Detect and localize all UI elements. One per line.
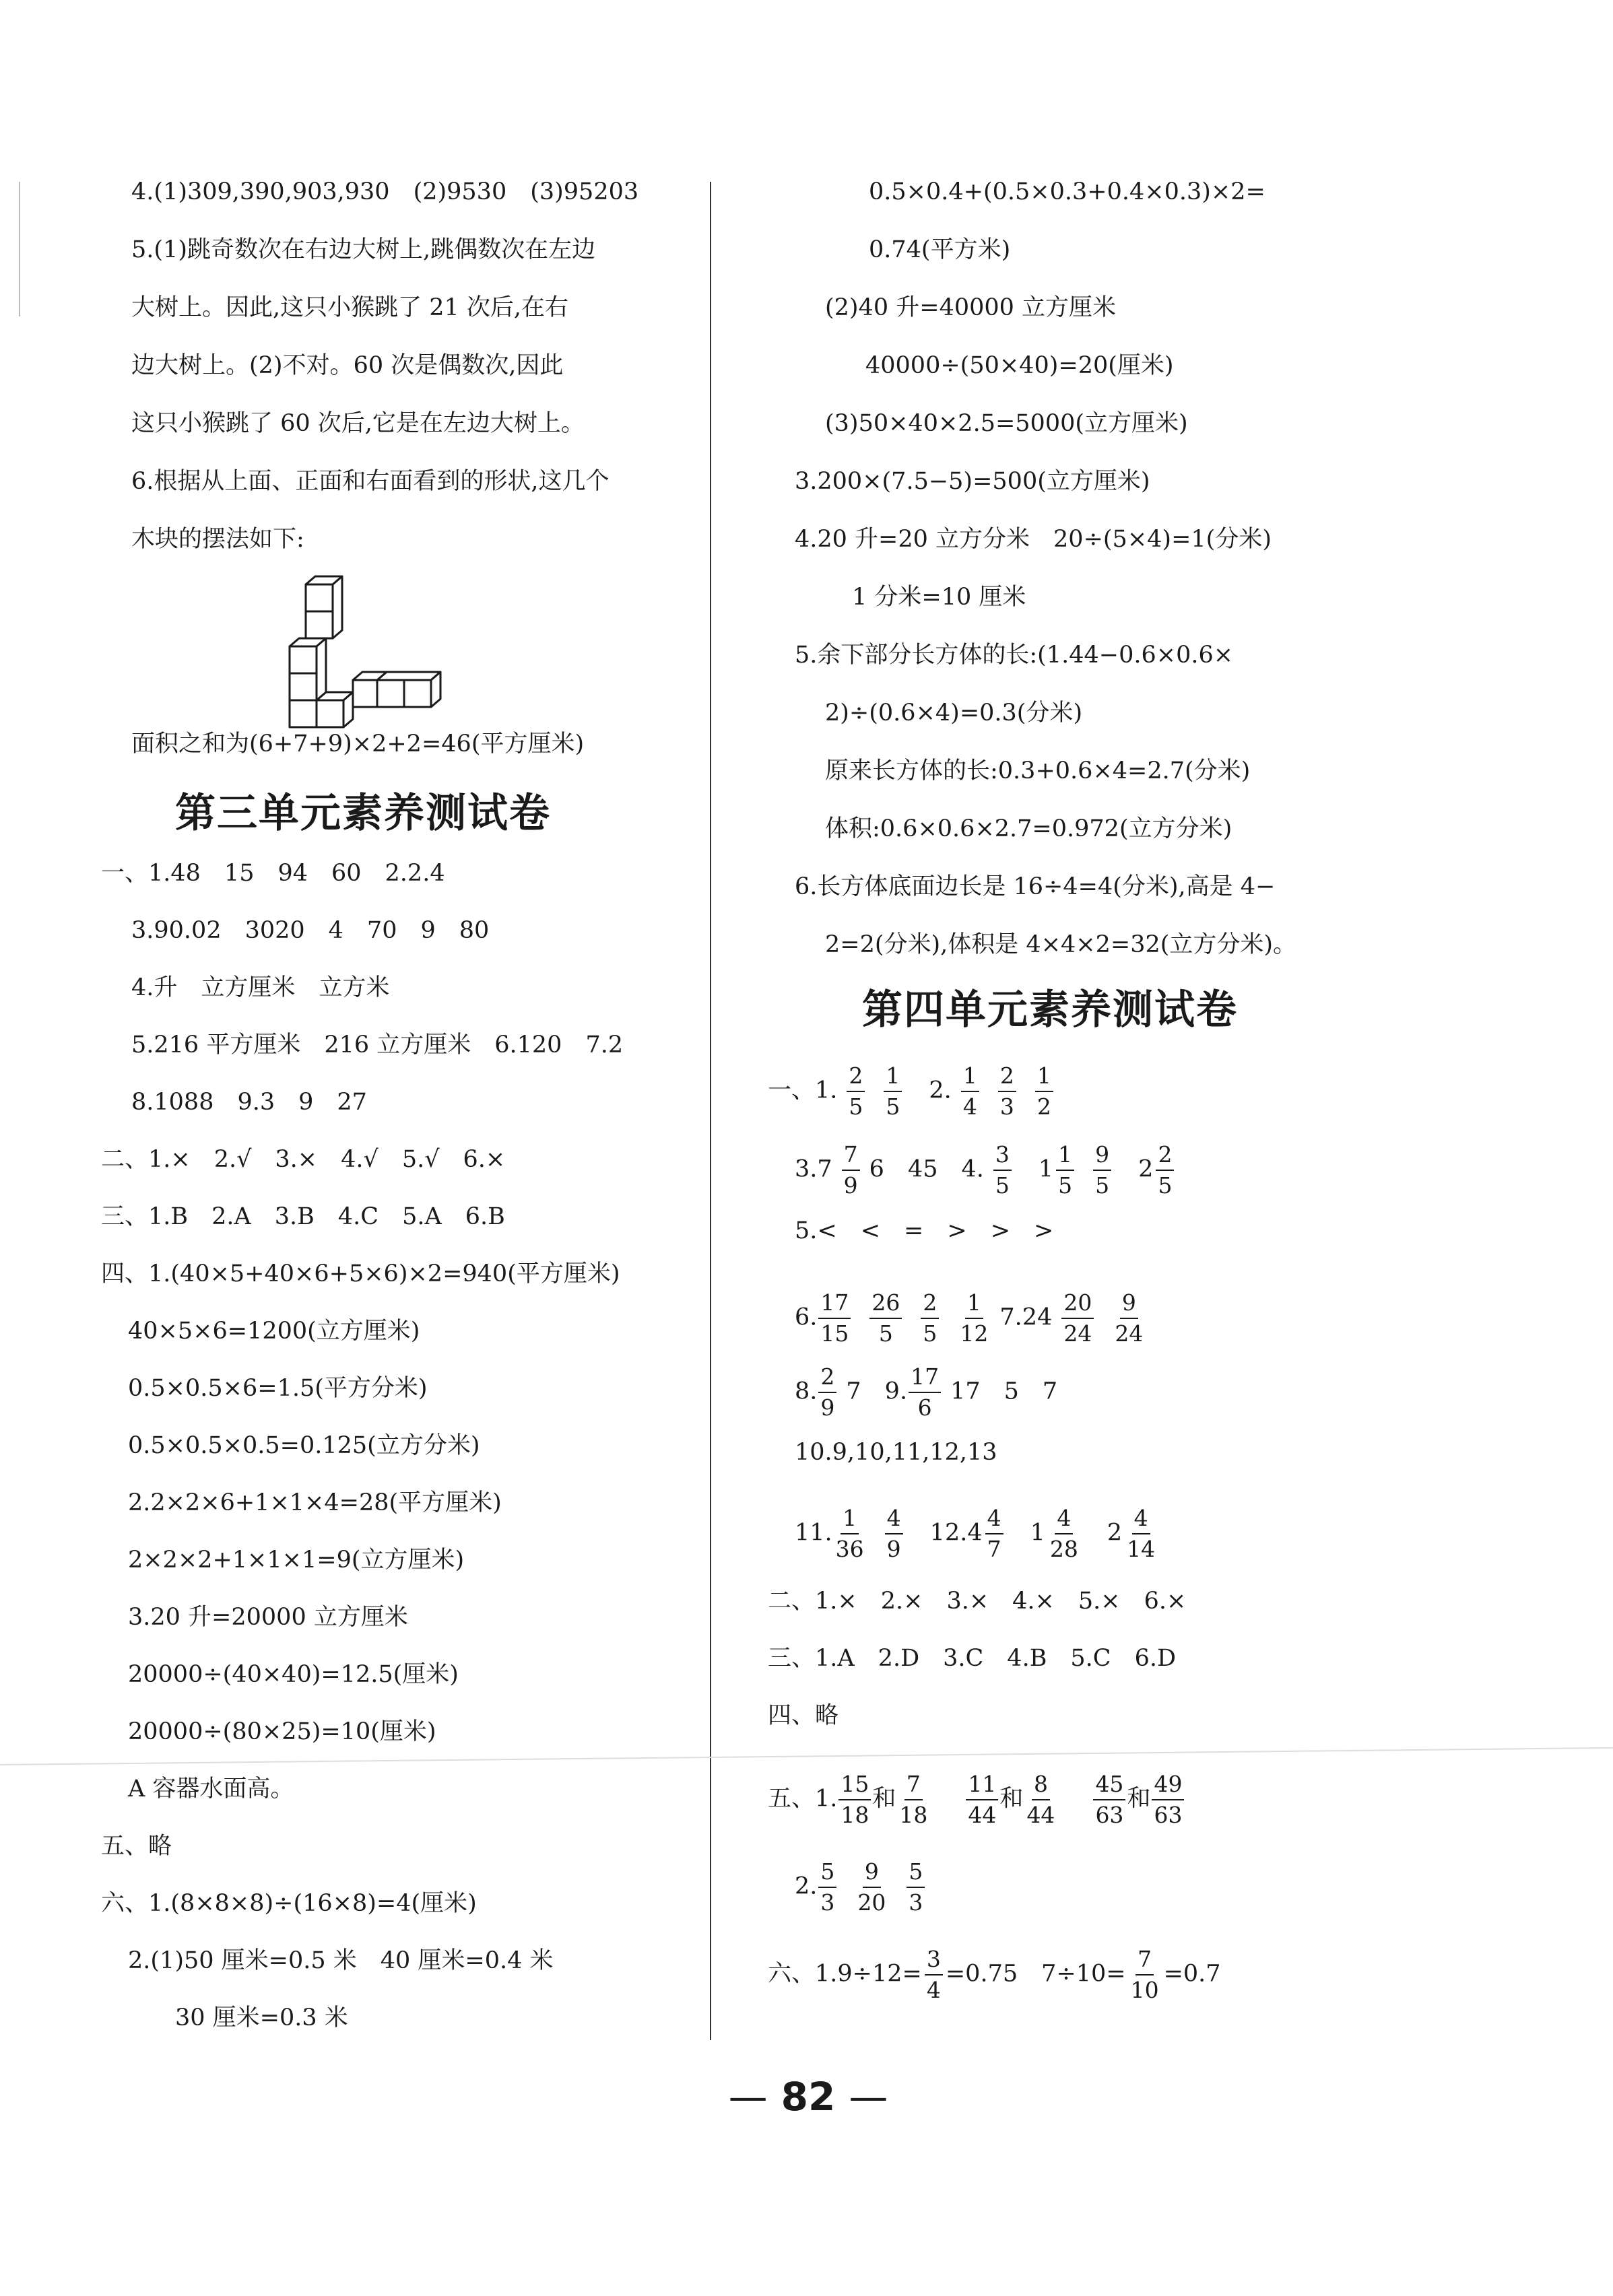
fraction: $\frac{3}{4}$ [925, 1946, 943, 2004]
fraction: $\frac{1}{12}$ [960, 1289, 989, 1347]
fraction: $\frac{11}{44}$ [966, 1771, 998, 1829]
answer-line: A 容器水面高。 [128, 1776, 294, 1802]
fraction: $\frac{9}{20}$ [857, 1858, 886, 1916]
answer-line: 二、1.× 2.√ 3.× 4.√ 5.√ 6.× [101, 1146, 506, 1173]
fraction: $\frac{7}{10}$ [1130, 1946, 1159, 2003]
answer-line: 二、1.× 2.× 3.× 4.× 5.× 6.× [768, 1588, 1187, 1615]
answer-line: 0.5×0.5×6=1.5(平方分米) [128, 1375, 428, 1402]
fraction: $\frac{8}{44}$ [1026, 1771, 1055, 1828]
fraction: $\frac{7}{18}$ [899, 1771, 928, 1828]
answer-line: 六、1.(8×8×8)÷(16×8)=4(厘米) [101, 1890, 477, 1917]
fraction: $\frac{49}{63}$ [1152, 1771, 1184, 1829]
cube [353, 680, 377, 707]
cube [306, 611, 333, 638]
answer-line: 边大树上。(2)不对。60 次是偶数次,因此 [131, 352, 564, 379]
answer-line: 五、1. $\frac{15}{18}$ 和 $\frac{7}{18}$ $\frac{11}{44}$ 和 $\frac{8}{44}$ $\frac{45}{63}$ 和 $\frac{49}{63}$ [768, 1771, 1193, 1829]
fraction: $\frac{2}{9}$ [818, 1363, 836, 1421]
answer-line: (3)50×40×2.5=5000(立方厘米) [825, 410, 1188, 437]
cube [317, 638, 326, 700]
page-number: — 82 — [728, 2074, 888, 2120]
answer-line: 这只小猴跳了 60 次后,它是在左边大树上。 [131, 410, 585, 437]
fraction: $\frac{2}{5}$ [847, 1062, 865, 1120]
cube [404, 680, 431, 707]
cube [317, 700, 343, 727]
answer-line: 8. $\frac{2}{9}$ 7 9. $\frac{17}{6}$ 17 5 7 [795, 1363, 1058, 1421]
answer-line: 三、1.A 2.D 3.C 4.B 5.C 6.D [768, 1645, 1177, 1672]
answer-line: 11. $\frac{1}{36}$ $\frac{4}{9}$ 12.4 $\frac{4}{7}$ 1 $\frac{4}{28}$ 2 $\frac{4}{14}$ [795, 1505, 1166, 1563]
section-heading-unit-3: 第三单元素养测试卷 [175, 790, 551, 837]
answer-line: 五、略 [101, 1833, 172, 1860]
answer-line: 8.1088 9.3 9 27 [131, 1089, 367, 1116]
answer-line: 6. $\frac{17}{15}$ $\frac{26}{5}$ $\frac{2}{5}$ $\frac{1}{12}$ 7.24 $\frac{20}{24}$ $\frac{9}{24}$ [795, 1289, 1154, 1347]
fraction: $\frac{1}{2}$ [1035, 1062, 1053, 1120]
answer-line: 3.90.02 3020 4 70 9 80 [131, 917, 490, 944]
fraction: $\frac{2}{5}$ [921, 1289, 939, 1347]
scan-fold-line [0, 1747, 1613, 1765]
answer-line: 30 厘米=0.3 米 [175, 2004, 348, 2031]
answer-line: 4.升 立方厘米 立方米 [131, 974, 390, 1001]
answer-line: 0.5×0.5×0.5=0.125(立方分米) [128, 1432, 480, 1459]
answer-line: 2)÷(0.6×4)=0.3(分米) [825, 700, 1083, 727]
fraction: $\frac{5}{3}$ [907, 1858, 925, 1916]
answer-line: 原来长方体的长:0.3+0.6×4=2.7(分米) [825, 757, 1251, 784]
answer-line: 3.200×(7.5−5)=500(立方厘米) [795, 468, 1150, 495]
fraction: $\frac{2}{3}$ [998, 1062, 1016, 1120]
fraction: $\frac{4}{9}$ [885, 1505, 903, 1563]
fraction: $\frac{20}{24}$ [1061, 1289, 1094, 1347]
fraction: $\frac{15}{18}$ [838, 1771, 871, 1829]
answer-line: 0.74(平方米) [869, 236, 1011, 263]
answer-line: 5.余下部分长方体的长:(1.44−0.6×0.6× [795, 642, 1234, 669]
answer-line: 六、1.9÷12= $\frac{3}{4}$ =0.75 7÷10= $\frac{7}{10}$ =0.7 [768, 1946, 1221, 2003]
answer-line: 3.7 $\frac{7}{9}$ 6 45 4. $\frac{3}{5}$ 1 $\frac{1}{5}$ $\frac{9}{5}$ 2 $\frac{2}{5}$ [795, 1141, 1183, 1199]
answer-line: 5.< < = > > > [795, 1217, 1054, 1244]
answer-line: 5.(1)跳奇数次在右边大树上,跳偶数次在左边 [131, 236, 596, 263]
fraction: $\frac{9}{5}$ [1093, 1141, 1111, 1199]
answer-line: 0.5×0.4+(0.5×0.3+0.4×0.3)×2= [869, 178, 1265, 205]
answer-line: 40000÷(50×40)=20(厘米) [865, 352, 1174, 379]
fraction: $\frac{1}{36}$ [835, 1505, 864, 1562]
fraction: $\frac{1}{5}$ [884, 1062, 902, 1120]
answer-line: 6.根据从上面、正面和右面看到的形状,这几个 [131, 468, 610, 495]
answer-line: (2)40 升=40000 立方厘米 [825, 294, 1117, 321]
column-divider [710, 182, 711, 2040]
cube [306, 584, 333, 611]
fraction: $\frac{4}{28}$ [1049, 1505, 1078, 1562]
fraction: $\frac{1}{4}$ [961, 1062, 979, 1120]
answer-line: 4.(1)309,390,903,930 (2)9530 (3)95203 [131, 178, 639, 205]
fraction: $\frac{4}{14}$ [1127, 1505, 1156, 1562]
answer-line: 10.9,10,11,12,13 [795, 1439, 997, 1466]
answer-line: 四、1.(40×5+40×6+5×6)×2=940(平方厘米) [101, 1260, 620, 1287]
answer-line: 2.(1)50 厘米=0.5 米 40 厘米=0.4 米 [128, 1947, 554, 1974]
answer-line: 四、略 [768, 1702, 839, 1729]
fraction: $\frac{3}{5}$ [993, 1141, 1012, 1199]
fraction: $\frac{26}{5}$ [869, 1289, 902, 1347]
answer-line: 5.216 平方厘米 216 立方厘米 6.120 7.2 [131, 1032, 624, 1058]
answer-line: 40×5×6=1200(立方厘米) [128, 1318, 420, 1345]
fraction: $\frac{4}{7}$ [985, 1505, 1003, 1563]
scan-edge [19, 182, 20, 316]
answer-line: 2. $\frac{5}{3}$ $\frac{9}{20}$ $\frac{5}{3}$ [795, 1858, 934, 1916]
answer-line: 20000÷(80×25)=10(厘米) [128, 1718, 436, 1745]
cube [290, 673, 317, 700]
cube [290, 700, 317, 727]
cube [377, 680, 404, 707]
fraction: $\frac{1}{5}$ [1056, 1141, 1074, 1199]
answer-line: 20000÷(40×40)=12.5(厘米) [128, 1661, 459, 1688]
answer-line: 6.长方体底面边长是 16÷4=4(分米),高是 4− [795, 873, 1276, 900]
fraction: $\frac{17}{15}$ [818, 1289, 851, 1347]
answer-line: 3.20 升=20000 立方厘米 [128, 1604, 408, 1631]
fraction: $\frac{7}{9}$ [842, 1141, 860, 1199]
answer-line: 2.2×2×6+1×1×4=28(平方厘米) [128, 1489, 502, 1516]
section-heading-unit-4: 第四单元素养测试卷 [862, 986, 1238, 1034]
answer-line: 1 分米=10 厘米 [852, 584, 1026, 611]
fraction: $\frac{2}{5}$ [1156, 1141, 1174, 1199]
answer-line: 大树上。因此,这只小猴跳了 21 次后,在右 [131, 294, 569, 321]
answer-line: 面积之和为(6+7+9)×2+2=46(平方厘米) [131, 731, 585, 757]
cube [290, 646, 317, 673]
answer-line: 三、1.B 2.A 3.B 4.C 5.A 6.B [101, 1203, 505, 1230]
fraction: $\frac{45}{63}$ [1093, 1771, 1125, 1829]
answer-line: 一、1.48 15 94 60 2.2.4 [101, 860, 445, 887]
block-stack-figure [283, 572, 471, 734]
answer-line: 4.20 升=20 立方分米 20÷(5×4)=1(分米) [795, 526, 1272, 553]
fraction: $\frac{17}{6}$ [909, 1363, 941, 1421]
answer-line: 木块的摆法如下: [131, 526, 304, 553]
answer-line: 体积:0.6×0.6×2.7=0.972(立方分米) [825, 815, 1232, 842]
answer-line: 2=2(分米),体积是 4×4×2=32(立方分米)。 [825, 931, 1297, 958]
answer-line: 2×2×2+1×1×1=9(立方厘米) [128, 1547, 465, 1574]
answer-line: 一、1. $\frac{2}{5}$ $\frac{1}{5}$ 2. $\frac{1}{4}$ $\frac{2}{3}$ $\frac{1}{2}$ [768, 1062, 1063, 1120]
cube [333, 576, 342, 638]
fraction: $\frac{5}{3}$ [818, 1858, 836, 1916]
fraction: $\frac{9}{24}$ [1115, 1289, 1144, 1347]
